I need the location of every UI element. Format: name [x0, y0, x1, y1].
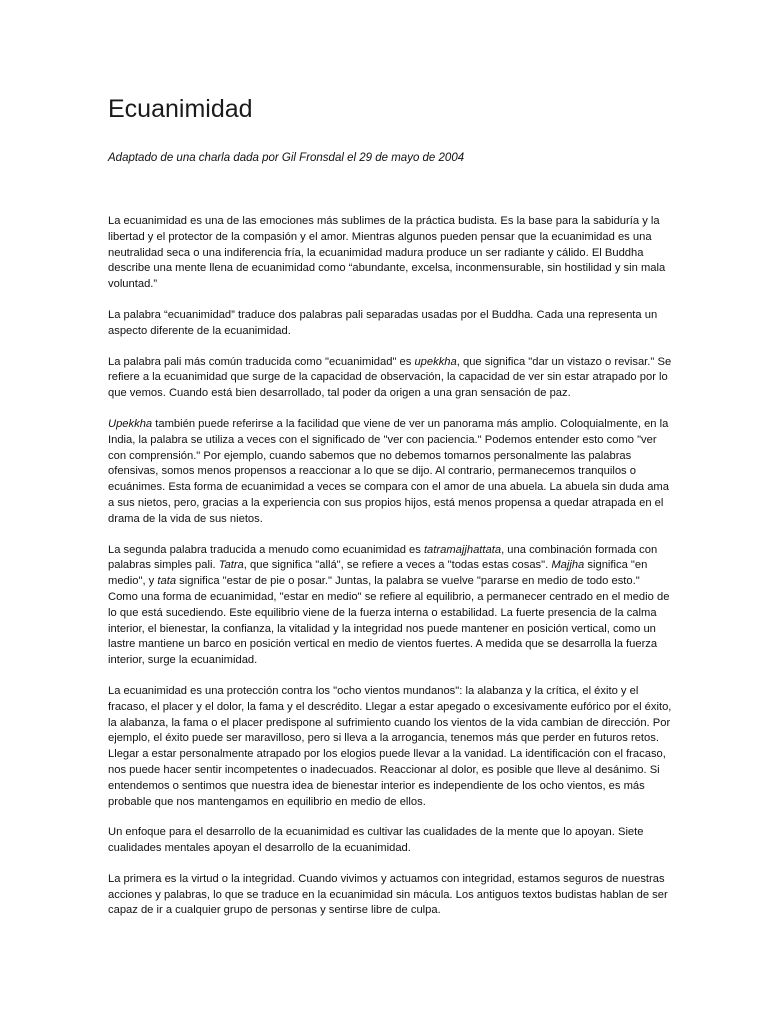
paragraph-7: Un enfoque para el desarrollo de la ecuanimidad es cultivar las cualidades de la mente que lo apoyan. Siete cualidades mentales apoyan el desarrollo de la ecuanimidad. [108, 826, 644, 855]
pali-term: upekkha [414, 355, 457, 368]
paragraph-3: La palabra pali más común traducida como "ecuanimidad" es upekkha, que significa "dar un vistazo o revisar." Se refiere a la ecuanimidad que surge de la capacidad de observación, la capacidad de ver sin estar atrapado por lo que vemos. Cuando está bien desarrollado, tal poder da origen a una gran sensación de paz. [108, 355, 672, 400]
paragraph-8: La primera es la virtud o la integridad. Cuando vivimos y actuamos con integridad, estamos seguros de nuestras acciones y palabras, lo que se traduce en la ecuanimidad sin mácula. Los antiguos textos budistas hablan de ser capaz de ir a cualquier grupo de personas y sentirse libre de culpa. [108, 872, 668, 917]
pali-term: tata [157, 575, 177, 588]
paragraph-6: La ecuanimidad es una protección contra los "ocho vientos mundanos": la alabanza y la crítica, el éxito y el fracaso, el placer y el dolor, la fama y el descrédito. Llegar a estar apegado o excesivamente eufórico por el éxito, la alabanza, la fama o el placer predispone al sufrimiento cuando los vientos de la vida cambian de dirección. Por ejemplo, el éxito puede ser maravilloso, pero si lleva a la arrogancia, tenemos más que perder en futuros retos. Llegar a estar personalmente atrapado por los elogios puede llevar a la vanidad. La identificación con el fracaso, nos puede hacer sentir incompetentes o inadecuados. Reaccionar al dolor, es posible que lleve al desánimo. Si entendemos o sentimos que nuestra idea de bienestar interior es independiente de los ocho vientos, es más probable que nos mantengamos en equilibrio en medio de ellos. [108, 684, 672, 808]
pali-term: Upekkha [108, 417, 153, 430]
pali-term: Majjha [551, 559, 585, 572]
pali-term: tatramajjhattata [423, 543, 502, 556]
document-title: Ecuanimidad [108, 95, 253, 123]
paragraph-1: La ecuanimidad es una de las emociones más sublimes de la práctica budista. Es la base para la sabiduría y la libertad y el protector de la compasión y el amor. Mientras algunos pueden pensar que la ecuanimidad es una neutralidad seca o una indiferencia fría, la ecuanimidad madura produce un ser radiante y cálido. El Buddha describe una mente llena de ecuanimidad como “abundante, excelsa, inconmensurable, sin hostilidad y sin mala voluntad.” [108, 215, 666, 291]
pali-term: Tatra [218, 559, 244, 572]
paragraph-2: La palabra “ecuanimidad” traduce dos palabras pali separadas usadas por el Buddha. Cada una representa un aspecto diferente de la ecuanimidad. [108, 308, 658, 337]
document-subtitle: Adaptado de una charla dada por Gil Fronsdal el 29 de mayo de 2004 [108, 152, 465, 164]
paragraph-5: La segunda palabra traducida a menudo como ecuanimidad es tatramajjhattata, una combinación formada con palabras simples pali. Tatra, que significa "allá", se refiere a veces a "todas estas cosas". Majjha significa "en medio", y tata significa "estar de pie o posar." Juntas, la palabra se vuelve "pararse en medio de todo esto." Como una forma de ecuanimidad, "estar en medio" se refiere al equilibrio, a permanecer centrado en el medio de lo que está sucediendo. Este equilibrio viene de la fuerza interna o estabilidad. La fuerte presencia de la calma interior, el bienestar, la confianza, la vitalidad y la integridad nos puede mantener en posición vertical, como un lastre mantiene un barco en posición vertical en medio de vientos fuertes. A medida que se desarrolla la fuerza interior, surge la ecuanimidad. [108, 543, 670, 667]
paragraph-4: Upekkha también puede referirse a la facilidad que viene de ver un panorama más amplio. Coloquialmente, en la India, la palabra se utiliza a veces con el significado de "ver con paciencia." Podemos entender esto como "ver con comprensión." Por ejemplo, cuando sabemos que no debemos tomarnos personalmente las palabras ofensivas, somos menos propensos a reaccionar a lo que se dijo. Al contrario, permanecemos tranquilos o ecuánimes. Esta forma de ecuanimidad a veces se compara con el amor de una abuela. La abuela sin duda ama a sus nietos, pero, gracias a la experiencia con sus propios hijos, está menos propensa a quedar atrapada en el drama de la vida de sus nietos. [108, 417, 669, 525]
